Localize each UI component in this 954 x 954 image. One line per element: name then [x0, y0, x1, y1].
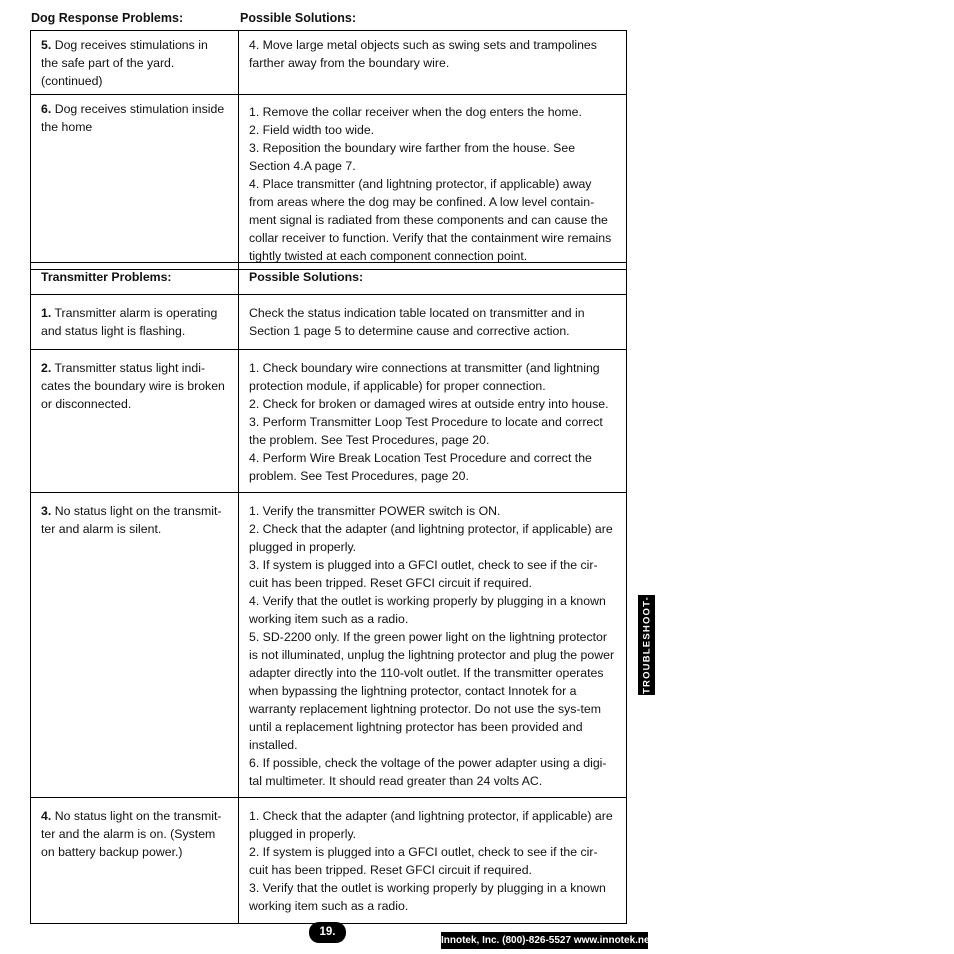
problem-text: Transmitter status light indi-cates the boundary wire is broken or disconnected.	[41, 361, 225, 411]
table-row	[31, 350, 627, 493]
dog-response-table	[30, 30, 627, 270]
problem-number: 1.	[41, 306, 52, 320]
solution-line: Check the status indication table located on transmitter and in Section 1 page 5 to determine cause and corrective action.	[249, 306, 585, 338]
problem-number: 4.	[41, 809, 52, 823]
solution-line: 1. Check that the adapter (and lightning protector, if applicable) are plugged in properly.	[249, 809, 613, 841]
problem-number: 3.	[41, 504, 52, 518]
solution-cell	[239, 350, 627, 493]
solution-line: 2. Field width too wide.	[249, 123, 375, 137]
problem-cell	[31, 95, 239, 270]
solution-line: 1. Verify the transmitter POWER switch is ON.	[249, 504, 501, 518]
solution-line: 3. If system is plugged into a GFCI outlet, check to see if the cir-cuit has been tripped. Reset GFCI circuit if required.	[249, 558, 598, 590]
problem-text: No status light on the transmit-ter and the alarm is on. (System on battery backup power.)	[41, 809, 222, 859]
problem-cell	[31, 295, 239, 350]
problem-text: Dog receives stimulations in the safe part of the yard. (continued)	[41, 38, 208, 88]
solution-line: 2. If system is plugged into a GFCI outlet, check to see if the cir-cuit has been tripped. Reset GFCI circuit if required.	[249, 845, 598, 877]
footer-contact: Innotek, Inc. (800)-826-5527 www.innotek.net	[441, 932, 648, 949]
solution-line: 3. Reposition the boundary wire farther from the house. See Section 4.A page 7.	[249, 141, 576, 173]
problem-cell	[31, 350, 239, 493]
table-row	[31, 295, 627, 350]
problem-number: 2.	[41, 361, 52, 375]
page-number: 19.	[309, 922, 346, 943]
solution-line: 1. Remove the collar receiver when the dog enters the home.	[249, 105, 582, 119]
problem-cell	[31, 493, 239, 798]
problem-text: Transmitter alarm is operating and status light is flashing.	[41, 306, 218, 338]
solution-cell	[239, 95, 627, 270]
solution-line: 6. If possible, check the voltage of the power adapter using a digi-tal multimeter. It should read greater than 24 volts AC.	[249, 756, 607, 788]
problem-number: 6.	[41, 102, 52, 116]
problem-cell	[31, 798, 239, 924]
solution-line: 4. Perform Wire Break Location Test Procedure and correct the problem. See Test Procedures, page 20.	[249, 451, 592, 483]
solution-line: 4. Verify that the outlet is working properly by plugging in a known working item such as a radio.	[249, 594, 606, 626]
table-row	[31, 798, 627, 924]
table-row	[31, 493, 627, 798]
solution-cell	[239, 31, 627, 95]
solution-line: 1. Check boundary wire connections at transmitter (and lightning protection module, if applicable) for proper connection.	[249, 361, 600, 393]
solution-line: 4. Move large metal objects such as swing sets and trampolines farther away from the boundary wire.	[249, 38, 597, 70]
solution-line: 2. Check for broken or damaged wires at outside entry into house.	[249, 397, 609, 411]
problem-cell	[31, 31, 239, 95]
transmitter-table	[30, 262, 627, 924]
solution-cell	[239, 493, 627, 798]
solution-line: 5. SD-2200 only. If the green power light on the lightning protector is not illuminated, unplug the lightning protector and plug the power adapter directly into the 110-volt outlet. If the transmitter operates when bypassing the lightning protector, contact Innotek for a warranty replacement lightning protector. Do not use the sys-tem until a replacement lightning protector has been provided and installed.	[249, 630, 615, 752]
solution-cell	[239, 798, 627, 924]
solution-line: 3. Perform Transmitter Loop Test Procedure to locate and correct the problem. See Test Procedures, page 20.	[249, 415, 603, 447]
section-side-tab	[638, 595, 655, 695]
solution-line: 3. Verify that the outlet is working properly by plugging in a known working item such as a radio.	[249, 881, 606, 913]
problem-text: No status light on the transmit-ter and alarm is silent.	[41, 504, 222, 536]
solution-line: 4. Place transmitter (and lightning protector, if applicable) away from areas where the dog may be confined. A low level contain-ment signal is radiated from these components and can cause the collar receiver to function. Verify that the containment wire remains tightly twisted at each component connection point.	[249, 177, 612, 263]
problem-number: 5.	[41, 38, 52, 52]
table-row	[31, 95, 627, 270]
dog-problems-header: Dog Response Problems:	[31, 11, 184, 25]
dog-solutions-header: Possible Solutions:	[240, 11, 356, 25]
side-tab-label: TROUBLESHOOT-	[641, 596, 652, 694]
transmitter-solutions-header: Possible Solutions:	[239, 263, 627, 295]
solution-cell	[239, 295, 627, 350]
transmitter-problems-header: Transmitter Problems:	[31, 263, 239, 295]
table-header-row	[31, 263, 627, 295]
solution-line: 2. Check that the adapter (and lightning protector, if applicable) are plugged in properly.	[249, 522, 613, 554]
problem-text: Dog receives stimulation inside the home	[41, 102, 225, 134]
table-row	[31, 31, 627, 95]
